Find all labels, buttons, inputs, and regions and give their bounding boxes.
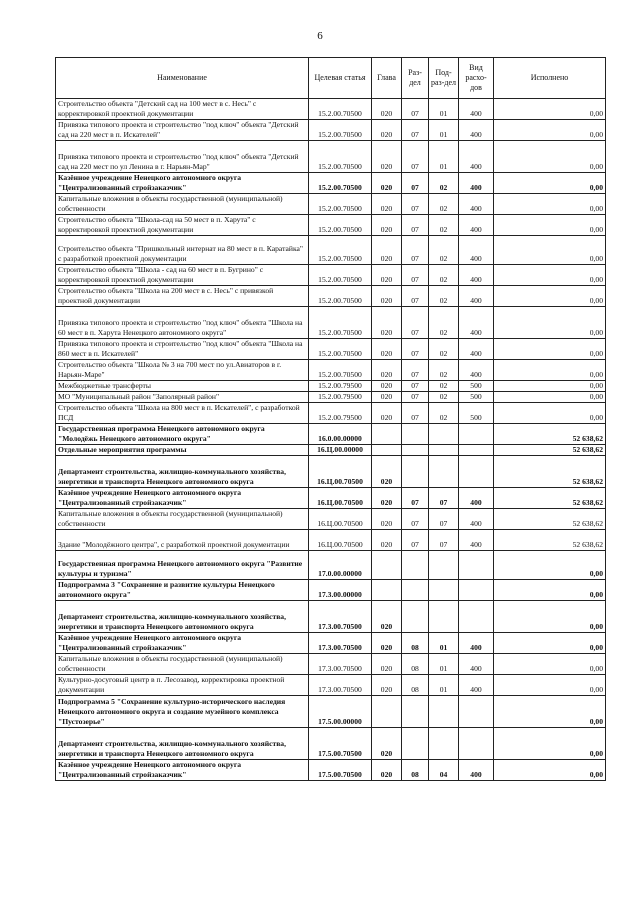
cell-subsection — [429, 580, 459, 601]
cell-done: 52 638,62 — [494, 445, 606, 456]
cell-exp-type: 400 — [459, 99, 494, 120]
cell-chapter: 020 — [372, 654, 402, 675]
cell-name: Строительство объекта "Школа на 200 мест в с. Несь" с привязкой проектной документации — [56, 286, 309, 307]
cell-name: Строительство объекта "Школа - сад на 60 мест в п. Бугрино" с корректировкой проектной документации — [56, 265, 309, 286]
cell-section: 07 — [402, 530, 429, 551]
table-row — [56, 339, 606, 360]
cell-subsection — [429, 728, 459, 760]
cell-target: 15.2.00.79500 — [309, 381, 372, 392]
table-row — [56, 194, 606, 215]
cell-subsection — [429, 445, 459, 456]
cell-chapter: 020 — [372, 403, 402, 424]
cell-exp-type: 400 — [459, 215, 494, 236]
cell-target: 16.Ц.00.70500 — [309, 488, 372, 509]
cell-target: 16.Ц.00.70500 — [309, 509, 372, 530]
table-row — [56, 728, 606, 760]
cell-done: 0,00 — [494, 360, 606, 381]
cell-done: 52 638,62 — [494, 530, 606, 551]
cell-exp-type — [459, 445, 494, 456]
cell-exp-type: 400 — [459, 633, 494, 654]
cell-name: Строительство объекта "Школа № 3 на 700 мест по ул.Авиаторов в г. Нарьян-Маре" — [56, 360, 309, 381]
cell-chapter — [372, 445, 402, 456]
cell-name: Привязка типового проекта и строительство "под ключ" объекта "Детский сад на 220 мест по ул Ленина в г. Нарьян-Мар" — [56, 141, 309, 173]
cell-exp-type: 500 — [459, 392, 494, 403]
cell-exp-type: 400 — [459, 141, 494, 173]
cell-name: Государственная программа Ненецкого автономного округа "Развитие культуры и туризма" — [56, 551, 309, 580]
cell-section: 07 — [402, 488, 429, 509]
cell-section — [402, 551, 429, 580]
table-row — [56, 601, 606, 633]
cell-target: 15.2.00.70500 — [309, 265, 372, 286]
table-row — [56, 215, 606, 236]
cell-target: 15.2.00.70500 — [309, 173, 372, 194]
cell-subsection: 02 — [429, 307, 459, 339]
cell-section — [402, 580, 429, 601]
cell-chapter — [372, 424, 402, 445]
cell-section: 07 — [402, 173, 429, 194]
cell-done: 0,00 — [494, 194, 606, 215]
cell-exp-type — [459, 580, 494, 601]
table-row — [56, 236, 606, 265]
cell-name: Привязка типового проекта и строительство "под ключ" объекта "Школа на 60 мест в п. Харута Ненецкого автономного округа" — [56, 307, 309, 339]
cell-chapter: 020 — [372, 339, 402, 360]
cell-chapter: 020 — [372, 760, 402, 781]
cell-exp-type: 400 — [459, 530, 494, 551]
cell-exp-type: 400 — [459, 236, 494, 265]
cell-exp-type: 400 — [459, 675, 494, 696]
table-row — [56, 580, 606, 601]
cell-exp-type — [459, 424, 494, 445]
cell-chapter: 020 — [372, 215, 402, 236]
cell-name: Привязка типового проекта и строительство "под ключ" объекта "Школа на 860 мест в п. Искателей" — [56, 339, 309, 360]
cell-done: 0,00 — [494, 215, 606, 236]
cell-target: 15.2.00.79500 — [309, 392, 372, 403]
cell-section: 07 — [402, 339, 429, 360]
cell-done: 0,00 — [494, 601, 606, 633]
cell-chapter: 020 — [372, 265, 402, 286]
cell-section: 07 — [402, 381, 429, 392]
cell-subsection — [429, 456, 459, 488]
header-target: Целевая статья — [309, 58, 372, 99]
cell-subsection: 02 — [429, 339, 459, 360]
cell-name: Строительство объекта "Школа-сад на 50 мест в п. Харута" с корректировкой проектной документации — [56, 215, 309, 236]
cell-exp-type — [459, 456, 494, 488]
cell-chapter — [372, 580, 402, 601]
cell-exp-type: 400 — [459, 360, 494, 381]
cell-name: Капитальные вложения в объекты государственной (муниципальной) собственности — [56, 654, 309, 675]
cell-target: 16.Ц.00.70500 — [309, 530, 372, 551]
cell-subsection: 02 — [429, 360, 459, 381]
cell-section: 07 — [402, 265, 429, 286]
cell-done: 52 638,62 — [494, 509, 606, 530]
cell-subsection — [429, 424, 459, 445]
cell-target: 15.2.00.70500 — [309, 120, 372, 141]
cell-chapter: 020 — [372, 236, 402, 265]
cell-subsection: 01 — [429, 675, 459, 696]
table-row — [56, 265, 606, 286]
cell-subsection — [429, 696, 459, 728]
cell-subsection: 04 — [429, 760, 459, 781]
header-done: Исполнено — [494, 58, 606, 99]
cell-done: 0,00 — [494, 120, 606, 141]
cell-target: 17.0.00.00000 — [309, 551, 372, 580]
cell-target: 15.2.00.70500 — [309, 236, 372, 265]
cell-subsection: 02 — [429, 381, 459, 392]
cell-done: 0,00 — [494, 381, 606, 392]
cell-section: 07 — [402, 403, 429, 424]
cell-done: 0,00 — [494, 392, 606, 403]
table-row — [56, 307, 606, 339]
cell-chapter: 020 — [372, 307, 402, 339]
cell-done: 0,00 — [494, 99, 606, 120]
cell-target: 16.0.00.00000 — [309, 424, 372, 445]
cell-subsection: 01 — [429, 141, 459, 173]
cell-target: 15.2.00.70500 — [309, 286, 372, 307]
cell-chapter: 020 — [372, 601, 402, 633]
cell-exp-type: 400 — [459, 120, 494, 141]
cell-subsection: 02 — [429, 286, 459, 307]
cell-name: Государственная программа Ненецкого автономного округа "Молодёжь Ненецкого автономного округа" — [56, 424, 309, 445]
cell-subsection: 07 — [429, 530, 459, 551]
cell-exp-type: 500 — [459, 381, 494, 392]
cell-subsection: 02 — [429, 403, 459, 424]
cell-chapter: 020 — [372, 509, 402, 530]
cell-chapter: 020 — [372, 99, 402, 120]
table-body — [56, 99, 606, 781]
cell-target: 16.Ц.00.70500 — [309, 456, 372, 488]
cell-name: Капитальные вложения в объекты государственной (муниципальной) собственности — [56, 194, 309, 215]
cell-chapter: 020 — [372, 728, 402, 760]
cell-exp-type: 400 — [459, 654, 494, 675]
header-row — [56, 58, 606, 99]
cell-done: 0,00 — [494, 265, 606, 286]
cell-done: 0,00 — [494, 728, 606, 760]
header-name: Наименование — [56, 58, 309, 99]
cell-target: 15.2.00.70500 — [309, 339, 372, 360]
table-row — [56, 99, 606, 120]
cell-name: Отдельные мероприятия программы — [56, 445, 309, 456]
table-row — [56, 360, 606, 381]
cell-done: 0,00 — [494, 286, 606, 307]
cell-section — [402, 456, 429, 488]
cell-target: 17.3.00.00000 — [309, 580, 372, 601]
cell-target: 15.2.00.70500 — [309, 307, 372, 339]
cell-done: 0,00 — [494, 580, 606, 601]
cell-chapter: 020 — [372, 456, 402, 488]
cell-exp-type — [459, 696, 494, 728]
cell-done: 0,00 — [494, 760, 606, 781]
cell-name: Казённое учреждение Ненецкого автономного округа "Централизованный стройзаказчик" — [56, 633, 309, 654]
table-row — [56, 120, 606, 141]
cell-name: Департамент строительства, жилищно-коммунального хозяйства, энергетики и транспорта Ненецкого автономного округа — [56, 728, 309, 760]
cell-name: Казённое учреждение Ненецкого автономного округа "Централизованный стройзаказчик" — [56, 173, 309, 194]
cell-target: 17.3.00.70500 — [309, 633, 372, 654]
cell-name: Капитальные вложения в объекты государственной (муниципальной) собственности — [56, 509, 309, 530]
cell-chapter: 020 — [372, 173, 402, 194]
cell-name: Казённое учреждение Ненецкого автономного округа "Централизованный стройзаказчик" — [56, 488, 309, 509]
table-row — [56, 654, 606, 675]
cell-exp-type: 400 — [459, 509, 494, 530]
cell-section — [402, 601, 429, 633]
cell-section: 08 — [402, 633, 429, 654]
cell-exp-type: 400 — [459, 173, 494, 194]
cell-target: 17.5.00.00000 — [309, 696, 372, 728]
cell-chapter: 020 — [372, 530, 402, 551]
table-row — [56, 403, 606, 424]
cell-target: 17.5.00.70500 — [309, 728, 372, 760]
cell-exp-type: 400 — [459, 286, 494, 307]
table-row — [56, 696, 606, 728]
cell-section: 08 — [402, 675, 429, 696]
cell-name: МО "Муниципальный район "Заполярный район" — [56, 392, 309, 403]
cell-done: 52 638,62 — [494, 456, 606, 488]
cell-chapter: 020 — [372, 488, 402, 509]
header-section: Раз-дел — [402, 58, 429, 99]
cell-chapter: 020 — [372, 120, 402, 141]
cell-subsection: 02 — [429, 173, 459, 194]
cell-done: 52 638,62 — [494, 488, 606, 509]
cell-chapter: 020 — [372, 286, 402, 307]
table-row — [56, 381, 606, 392]
cell-exp-type: 400 — [459, 307, 494, 339]
cell-done: 0,00 — [494, 675, 606, 696]
cell-done: 0,00 — [494, 696, 606, 728]
cell-subsection — [429, 551, 459, 580]
cell-name: Строительство объекта "Школа на 800 мест в п. Искателей", с разработкой ПСД — [56, 403, 309, 424]
cell-chapter: 020 — [372, 360, 402, 381]
table-row — [56, 675, 606, 696]
cell-section: 07 — [402, 392, 429, 403]
cell-subsection: 02 — [429, 194, 459, 215]
cell-name: Строительство объекта "Пришкольный интернат на 80 мест в п. Каратайка" с разработкой проектной документации — [56, 236, 309, 265]
cell-target: 17.3.00.70500 — [309, 654, 372, 675]
cell-section: 08 — [402, 760, 429, 781]
cell-target: 16.Ц.00.00000 — [309, 445, 372, 456]
cell-exp-type — [459, 728, 494, 760]
cell-name: Департамент строительства, жилищно-коммунального хозяйства, энергетики и транспорта Ненецкого автономного округа — [56, 456, 309, 488]
cell-subsection: 02 — [429, 392, 459, 403]
header-exp-type: Вид расхо-дов — [459, 58, 494, 99]
cell-target: 15.2.00.70500 — [309, 99, 372, 120]
cell-name: Департамент строительства, жилищно-коммунального хозяйства, энергетики и транспорта Ненецкого автономного округа — [56, 601, 309, 633]
cell-subsection: 07 — [429, 509, 459, 530]
cell-name: Казённое учреждение Ненецкого автономного округа "Централизованный стройзаказчик" — [56, 760, 309, 781]
table-row — [56, 633, 606, 654]
cell-chapter: 020 — [372, 194, 402, 215]
table-row — [56, 173, 606, 194]
cell-section: 07 — [402, 360, 429, 381]
cell-section: 07 — [402, 236, 429, 265]
cell-section: 07 — [402, 194, 429, 215]
cell-subsection: 02 — [429, 236, 459, 265]
table-row — [56, 509, 606, 530]
cell-done: 0,00 — [494, 141, 606, 173]
cell-chapter: 020 — [372, 633, 402, 654]
cell-done: 0,00 — [494, 173, 606, 194]
cell-section: 07 — [402, 99, 429, 120]
cell-exp-type: 400 — [459, 194, 494, 215]
cell-chapter: 020 — [372, 381, 402, 392]
cell-section — [402, 424, 429, 445]
cell-name: Подпрограмма 3 "Сохранение и развитие культуры Ненецкого автономного округа" — [56, 580, 309, 601]
cell-section: 07 — [402, 286, 429, 307]
cell-exp-type: 400 — [459, 339, 494, 360]
cell-chapter: 020 — [372, 675, 402, 696]
cell-exp-type: 400 — [459, 488, 494, 509]
header-chapter: Глава — [372, 58, 402, 99]
cell-target: 15.2.00.70500 — [309, 360, 372, 381]
table-row — [56, 424, 606, 445]
cell-subsection — [429, 601, 459, 633]
cell-target: 17.5.00.70500 — [309, 760, 372, 781]
table-row — [56, 530, 606, 551]
cell-chapter: 020 — [372, 141, 402, 173]
cell-done: 0,00 — [494, 551, 606, 580]
cell-section: 07 — [402, 307, 429, 339]
page-number: 6 — [317, 30, 323, 42]
cell-target: 17.3.00.70500 — [309, 601, 372, 633]
table-row — [56, 456, 606, 488]
cell-done: 0,00 — [494, 403, 606, 424]
cell-section: 07 — [402, 215, 429, 236]
cell-subsection: 01 — [429, 633, 459, 654]
cell-subsection: 01 — [429, 120, 459, 141]
cell-exp-type: 400 — [459, 265, 494, 286]
cell-exp-type — [459, 601, 494, 633]
cell-section — [402, 696, 429, 728]
budget-table — [55, 57, 606, 781]
cell-target: 15.2.00.70500 — [309, 215, 372, 236]
cell-name: Строительство объекта "Детский сад на 100 мест в с. Несь" с корректировкой проектной документации — [56, 99, 309, 120]
cell-done: 52 638,62 — [494, 424, 606, 445]
cell-target: 15.2.00.79500 — [309, 403, 372, 424]
cell-name: Привязка типового проекта и строительство "под ключ" объекта "Детский сад на 220 мест в п. Искателей" — [56, 120, 309, 141]
cell-name: Подпрограмма 5 "Сохранение культурно-исторического наследия Ненецкого автономного округа и создание музейного комплекса "Пустозерье" — [56, 696, 309, 728]
cell-subsection: 01 — [429, 99, 459, 120]
cell-section — [402, 728, 429, 760]
table-row — [56, 445, 606, 456]
cell-name: Межбюджетные трансферты — [56, 381, 309, 392]
cell-chapter — [372, 551, 402, 580]
cell-target: 17.3.00.70500 — [309, 675, 372, 696]
cell-exp-type: 400 — [459, 760, 494, 781]
cell-subsection: 07 — [429, 488, 459, 509]
cell-chapter — [372, 696, 402, 728]
cell-exp-type — [459, 551, 494, 580]
cell-chapter: 020 — [372, 392, 402, 403]
cell-done: 0,00 — [494, 654, 606, 675]
cell-subsection: 01 — [429, 654, 459, 675]
cell-section: 07 — [402, 141, 429, 173]
cell-done: 0,00 — [494, 307, 606, 339]
table-row — [56, 141, 606, 173]
table-row — [56, 551, 606, 580]
table-row — [56, 286, 606, 307]
cell-target: 15.2.00.70500 — [309, 141, 372, 173]
cell-subsection: 02 — [429, 265, 459, 286]
table-row — [56, 392, 606, 403]
table-row — [56, 760, 606, 781]
cell-name: Здание "Молодёжного центра", с разработкой проектной документации — [56, 530, 309, 551]
cell-exp-type: 500 — [459, 403, 494, 424]
cell-target: 15.2.00.70500 — [309, 194, 372, 215]
table-row — [56, 488, 606, 509]
cell-section: 07 — [402, 509, 429, 530]
cell-section: 07 — [402, 120, 429, 141]
cell-done: 0,00 — [494, 633, 606, 654]
header-subsection: Под-раз-дел — [429, 58, 459, 99]
cell-done: 0,00 — [494, 339, 606, 360]
cell-name: Культурно-досуговый центр в п. Лесозавод, корректировка проектной документации — [56, 675, 309, 696]
cell-section: 08 — [402, 654, 429, 675]
cell-section — [402, 445, 429, 456]
cell-subsection: 02 — [429, 215, 459, 236]
cell-done: 0,00 — [494, 236, 606, 265]
